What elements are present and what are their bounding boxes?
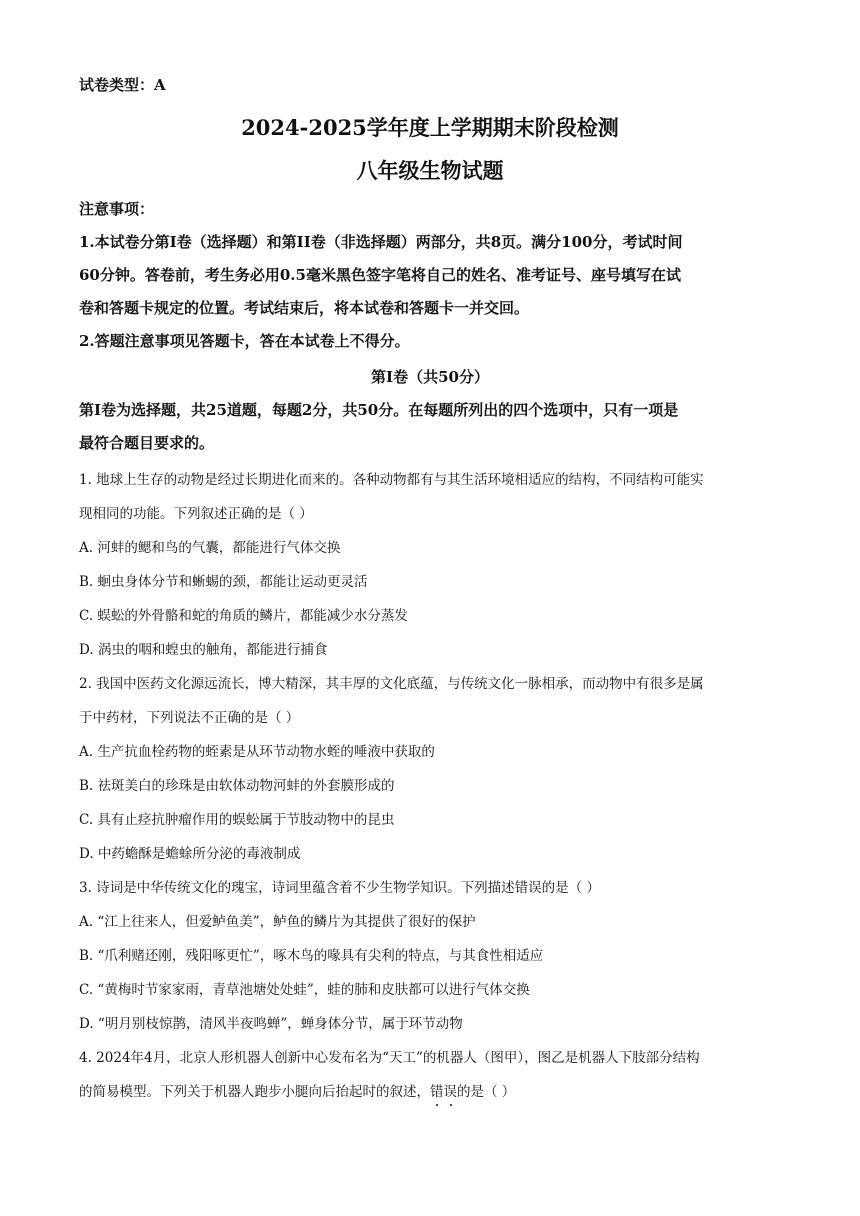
- question-1-option-a: A. 河蚌的鳃和鸟的气囊，都能进行气体交换: [79, 540, 341, 556]
- question-3-stem: 3. 诗词是中华传统文化的瑰宝，诗词里蕴含着不少生物学知识。下列描述错误的是（ ）: [79, 880, 600, 896]
- question-3-option-c: C. “黄梅时节家家雨，青草池塘处处蛙”，蛙的肺和皮肤都可以进行气体交换: [79, 982, 530, 998]
- notes-item1-line1: 1.本试卷分第I卷（选择题）和第II卷（非选择题）两部分，共8页。满分100分，考试时间: [79, 233, 683, 251]
- question-4-emphasis: [430, 1084, 457, 1100]
- notes-item1-line2: 60分钟。答卷前，考生务必用0.5毫米黑色签字笔将自己的姓名、准考证号、座号填写在试: [79, 266, 681, 284]
- question-2-stem: 2. 我国中医药文化源远流长，博大精深，其丰厚的文化底蕴，与传统文化一脉相承，而动物中有很多是属: [79, 676, 704, 692]
- question-1-option-d: D. 涡虫的咽和蝗虫的触角，都能进行捕食: [79, 642, 328, 658]
- section-heading: 第I卷（共50分）: [371, 368, 489, 386]
- question-4-stem-post: 的是（ ）: [457, 1084, 516, 1100]
- question-1-option-c: C. 蜈蚣的外骨骼和蛇的角质的鳞片，都能减少水分蒸发: [79, 608, 408, 624]
- question-2-option-b: B. 祛斑美白的珍珠是由软体动物河蚌的外套膜形成的: [79, 778, 395, 794]
- question-1-option-b: B. 蛔虫身体分节和蜥蜴的颈，都能让运动更灵活: [79, 574, 368, 590]
- question-4-stem: 4. 2024年4月，北京人形机器人创新中心发布名为“天工”的机器人（图甲），图乙是机器人下肢部分结构: [79, 1050, 700, 1066]
- question-2-option-d: D. 中药蟾酥是蟾蜍所分泌的毒液制成: [79, 846, 301, 862]
- section-instruction-line1: 第I卷为选择题，共25道题，每题2分，共50分。在每题所列出的四个选项中，只有一项是: [79, 401, 679, 419]
- emphasis-dot: [436, 1104, 438, 1106]
- question-3-option-a: A. “江上往来人，但爱鲈鱼美”，鲈鱼的鳞片为其提供了很好的保护: [79, 914, 476, 930]
- section-instruction-line2: 最符合题目要求的。: [79, 434, 215, 452]
- emphasis-dot: [450, 1104, 452, 1106]
- question-3-option-d: D. “明月别枝惊鹊，清风半夜鸣蝉”，蝉身体分节，属于环节动物: [79, 1016, 463, 1032]
- notes-item1-line3: 卷和答题卡规定的位置。考试结束后，将本试卷和答题卡一并交回。: [79, 299, 530, 317]
- question-2-stem-cont: 于中药材，下列说法不正确的是（ ）: [79, 710, 300, 726]
- question-2-option-c: C. 具有止痉抗肿瘤作用的蜈蚣属于节肢动物中的昆虫: [79, 812, 395, 828]
- question-1-stem: 1. 地球上生存的动物是经过长期进化而来的。各种动物都有与其生活环境相适应的结构，不同结构可能实: [79, 472, 704, 488]
- question-4-emphasis-text: 错误: [430, 1084, 457, 1100]
- question-2-option-a: A. 生产抗血栓药物的蛭素是从环节动物水蛭的唾液中获取的: [79, 744, 435, 760]
- paper-type: 试卷类型：A: [79, 76, 166, 94]
- question-4-stem-pre: 的简易模型。下列关于机器人跑步小腿向后抬起时的叙述，: [79, 1084, 430, 1100]
- question-3-option-b: B. “爪利赌还刚，残阳啄更忙”，啄木鸟的喙具有尖利的特点，与其食性相适应: [79, 948, 544, 964]
- notes-heading: 注意事项：: [79, 200, 155, 218]
- question-1-stem-cont: 现相同的功能。下列叙述正确的是（ ）: [79, 506, 313, 522]
- exam-subject: 八年级生物试题: [356, 158, 504, 183]
- notes-item2: 2.答题注意事项见答题卡，答在本试卷上不得分。: [79, 332, 410, 350]
- question-4-stem-cont: [79, 1080, 515, 1100]
- exam-title: 2024-2025学年度上学期期末阶段检测: [241, 115, 619, 140]
